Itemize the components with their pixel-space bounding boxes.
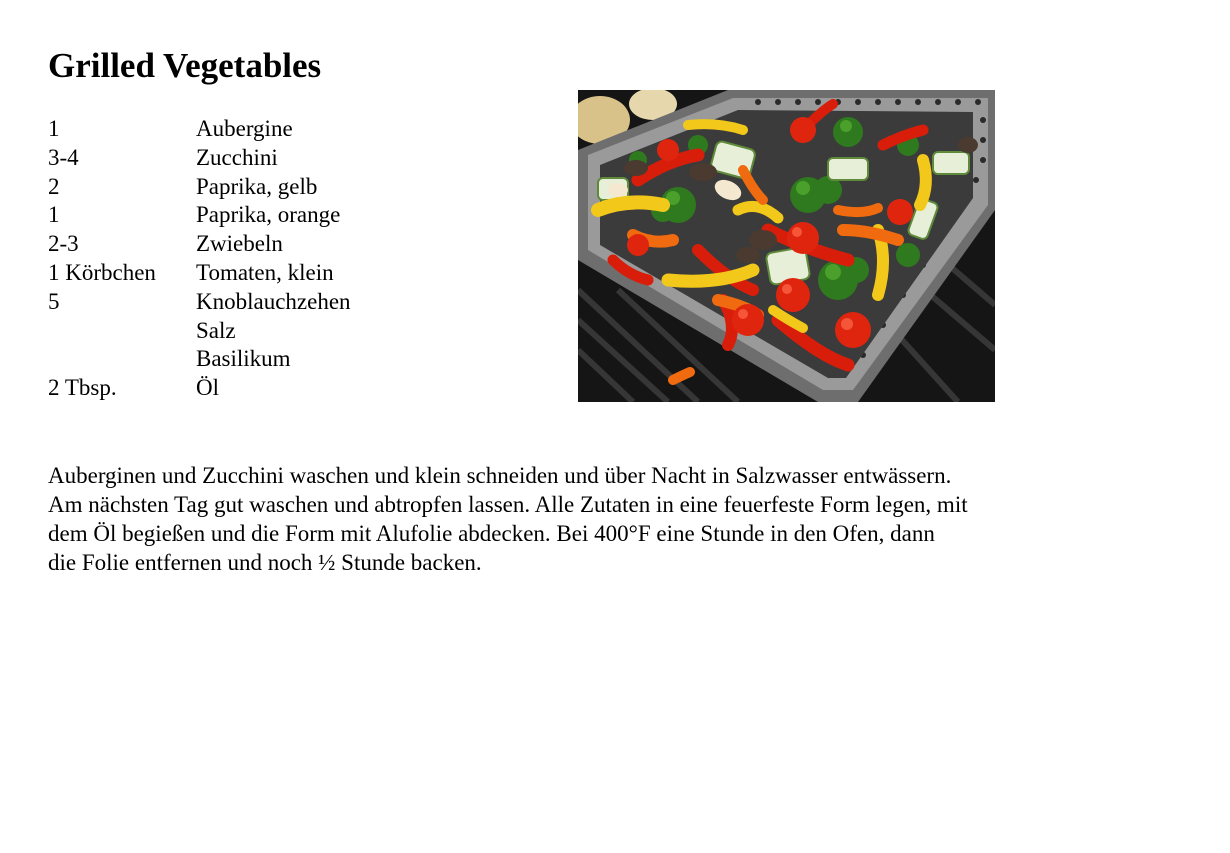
ingredient-quantity: 1 [48,116,60,141]
ingredient-row [48,374,351,403]
ingredient-row [48,230,351,259]
instruction-line: Am nächsten Tag gut waschen und abtropfen lassen. Alle Zutaten in eine feuerfeste Form legen, mit [48,492,968,517]
recipe-title: Grilled Vegetables [48,46,322,85]
ingredient-row [48,144,351,173]
ingredient-row [48,115,351,144]
ingredient-name: Tomaten, klein [196,259,334,285]
ingredient-row [48,173,351,202]
ingredient-name: Paprika, orange [196,202,341,228]
ingredient-quantity [48,345,196,374]
ingredient-name: Knoblauchzehen [196,288,351,314]
ingredient-quantity: 2 Tbsp. [48,375,117,401]
instructions [48,461,1108,577]
ingredient-quantity: 2 [48,173,60,199]
ingredient-quantity [48,317,196,346]
ingredient-list [48,115,351,403]
ingredient-name: Zucchini [196,144,278,170]
instruction-line: dem Öl begießen und die Form mit Alufolie abdecken. Bei 400°F eine Stunde in den Ofen, dann [48,521,935,546]
ingredient-row [48,259,351,288]
ingredient-quantity: 1 [48,202,60,228]
ingredient-name: Salz [196,317,236,343]
ingredient-row [48,201,351,230]
instruction-line: die Folie entfernen und noch ½ Stunde backen. [48,550,482,575]
ingredient-name: Zwiebeln [196,231,283,257]
ingredient-quantity: 1 Körbchen [48,259,156,285]
ingredient-row [48,317,351,346]
ingredient-name: Paprika, gelb [196,173,318,199]
ingredient-name: Öl [196,375,219,401]
instruction-line: Auberginen und Zucchini waschen und klein schneiden und über Nacht in Salzwasser entwässern. [48,463,952,488]
ingredient-quantity: 2-3 [48,231,79,257]
ingredient-row [48,345,351,374]
ingredient-quantity: 5 [48,288,60,314]
grilled-vegetables-photo [578,90,995,402]
ingredient-name: Basilikum [196,346,291,372]
ingredient-quantity: 3-4 [48,144,79,170]
ingredient-name: Aubergine [196,116,293,141]
ingredient-row [48,288,351,317]
